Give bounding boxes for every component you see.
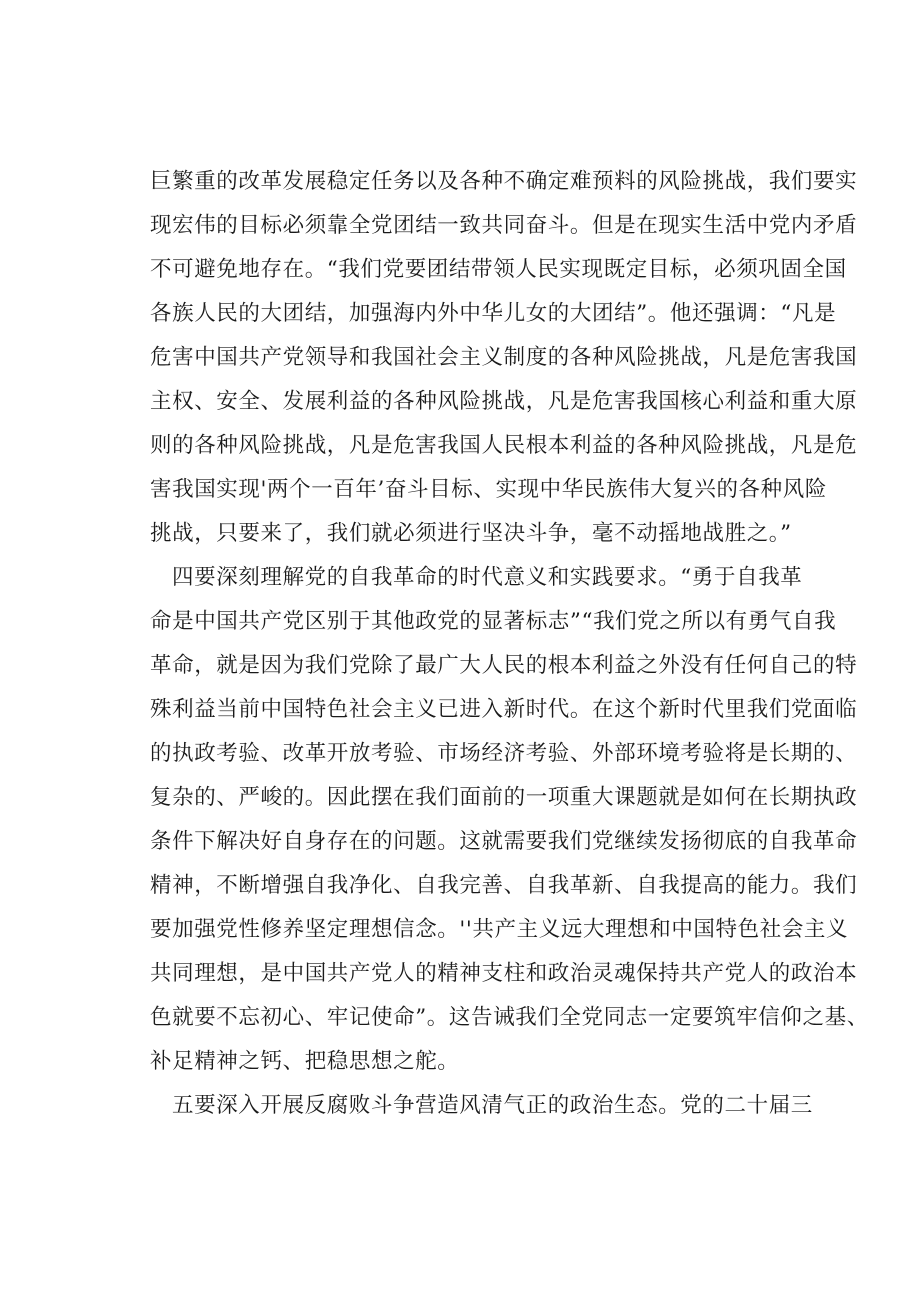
text-line: 挑战，只要来了，我们就必须进行坚决斗争，毫不动摇地战胜之。” [150,521,792,546]
paragraph-start-line: 五要深入开展反腐败斗争营造风清气正的政治生态。党的二十届三 [172,1093,813,1118]
text-line: 不可避免地存在。“我们党要团结带领人民实现既定目标，必须巩固全国 [150,257,847,282]
text-line: 现宏伟的目标必须靠全党团结一致共同奋斗。但是在现实生活中党内矛盾 [150,213,858,238]
text-line: 条件下解决好自身存在的问题。这就需要我们党继续发扬彻底的自我革命 [150,829,858,854]
text-line: 色就要不忘初心、牢记使命”。这告诫我们全党同志一定要筑牢信仰之基、 [150,1005,869,1030]
text-line: 的执政考验、改革开放考验、市场经济考验、外部环境考验将是长期的、 [150,741,858,766]
text-line: 复杂的、严峻的。因此摆在我们面前的一项重大课题就是如何在长期执政 [150,785,858,810]
text-line: 革命，就是因为我们党除了最广大人民的根本利益之外没有任何自己的特 [150,653,858,678]
text-line: 要加强党性修养坚定理想信念。''共产主义远大理想和中国特色社会主义 [150,917,849,942]
text-line: 害我国实现'两个一百年’奋斗目标、实现中华民族伟大复兴的各种风险 [150,477,827,502]
text-line: 命是中国共产党区别于其他政党的显著标志”“我们党之所以有勇气自我 [150,609,837,634]
paragraph-start-line: 四要深刻理解党的自我革命的时代意义和实践要求。“勇于自我革 [172,565,803,590]
text-line: 主权、安全、发展利益的各种风险挑战，凡是危害我国核心利益和重大原 [150,389,858,414]
text-line: 巨繁重的改革发展稳定任务以及各种不确定难预料的风险挑战，我们要实 [150,169,858,194]
text-line: 共同理想，是中国共产党人的精神支柱和政治灵魂保持共产党人的政治本 [150,961,858,986]
text-line: 补足精神之钙、把稳思想之舵。 [150,1049,460,1074]
text-line: 殊利益当前中国特色社会主义已进入新时代。在这个新时代里我们党面临 [150,697,858,722]
text-line: 危害中国共产党领导和我国社会主义制度的各种风险挑战，凡是危害我国 [150,345,858,370]
text-line: 则的各种风险挑战，凡是危害我国人民根本利益的各种风险挑战，凡是危 [150,433,858,458]
text-line: 各族人民的大团结，加强海内外中华儿女的大团结”。他还强调：“凡是 [150,301,837,326]
text-line: 精神，不断增强自我净化、自我完善、自我革新、自我提高的能力。我们 [150,873,858,898]
